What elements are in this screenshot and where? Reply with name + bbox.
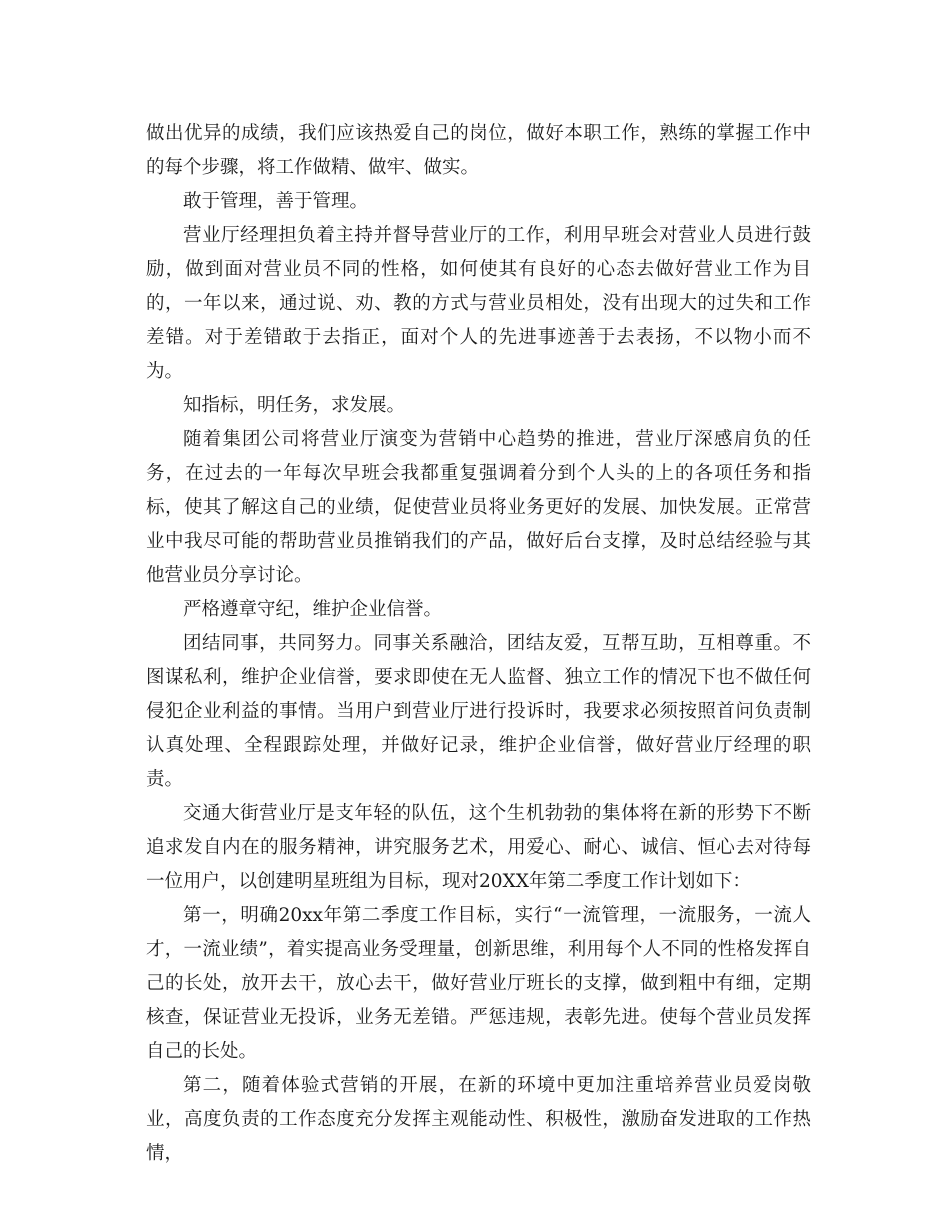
paragraph-7: 团结同事，共同努力。同事关系融洽，团结友爱，互帮互助，互相尊重。不图谋私利，维护企业信誉，要求即使在无人监督、独立工作的情况下也不做任何侵犯企业利益的事情。当用户到营业厅进行投诉时，我要求必须按照首问负责制认真处理、全程跟踪处理，并做好记录，维护企业信誉，做好营业厅经理的职责。 — [146, 633, 811, 790]
paragraph-heading-discipline: 严格遵章守纪，维护企业信誉。 — [183, 599, 443, 620]
paragraph-8: 交通大街营业厅是支年轻的队伍，这个生机勃勃的集体将在新的形势下不断追求发自内在的服务精神，讲究服务艺术，用爱心、耐心、诚信、恒心去对待每一位用户，以创建明星班组为目标，现对20XX年第二季度工作计划如下： — [146, 803, 811, 892]
paragraph-5: 随着集团公司将营业厅演变为营销中心趋势的推进，营业厅深感肩负的任务，在过去的一年每次早班会我都重复强调着分到个人头的上的各项任务和指标，使其了解这自己的业绩，促使营业员将业务更好的发展、加快发展。正常营业中我尽可能的帮助营业员推销我们的产品，做好后台支撑，及时总结经验与其他营业员分享讨论。 — [146, 429, 811, 586]
document-body — [146, 117, 811, 1171]
paragraph-1: 做出优异的成绩，我们应该热爱自己的岗位，做好本职工作，熟练的掌握工作中的每个步骤，将工作做精、做牢、做实。 — [146, 123, 811, 178]
paragraph-10: 第二，随着体验式营销的开展，在新的环境中更加注重培养营业员爱岗敬业，高度负责的工作态度充分发挥主观能动性、积极性，激励奋发进取的工作热情， — [146, 1075, 811, 1164]
paragraph-9: 第一，明确20xx年第二季度工作目标，实行“一流管理，一流服务，一流人才，一流业绩”，着实提高业务受理量，创新思维，利用每个人不同的性格发挥自己的长处，放开去干，放心去干，做好营业厅班长的支撑，做到粗中有细，定期核查，保证营业无投诉，业务无差错。严惩违规，表彰先进。使每个营业员发挥自己的长处。 — [146, 905, 811, 1062]
paragraph-heading-management: 敢于管理，善于管理。 — [183, 191, 369, 212]
paragraph-heading-targets: 知指标，明任务，求发展。 — [183, 395, 406, 416]
paragraph-3: 营业厅经理担负着主持并督导营业厅的工作，利用早班会对营业人员进行鼓励，做到面对营业员不同的性格，如何使其有良好的心态去做好营业工作为目的，一年以来，通过说、劝、教的方式与营业员相处，没有出现大的过失和工作差错。对于差错敢于去指正，面对个人的先进事迹善于去表扬，不以物小而不为。 — [146, 225, 811, 382]
